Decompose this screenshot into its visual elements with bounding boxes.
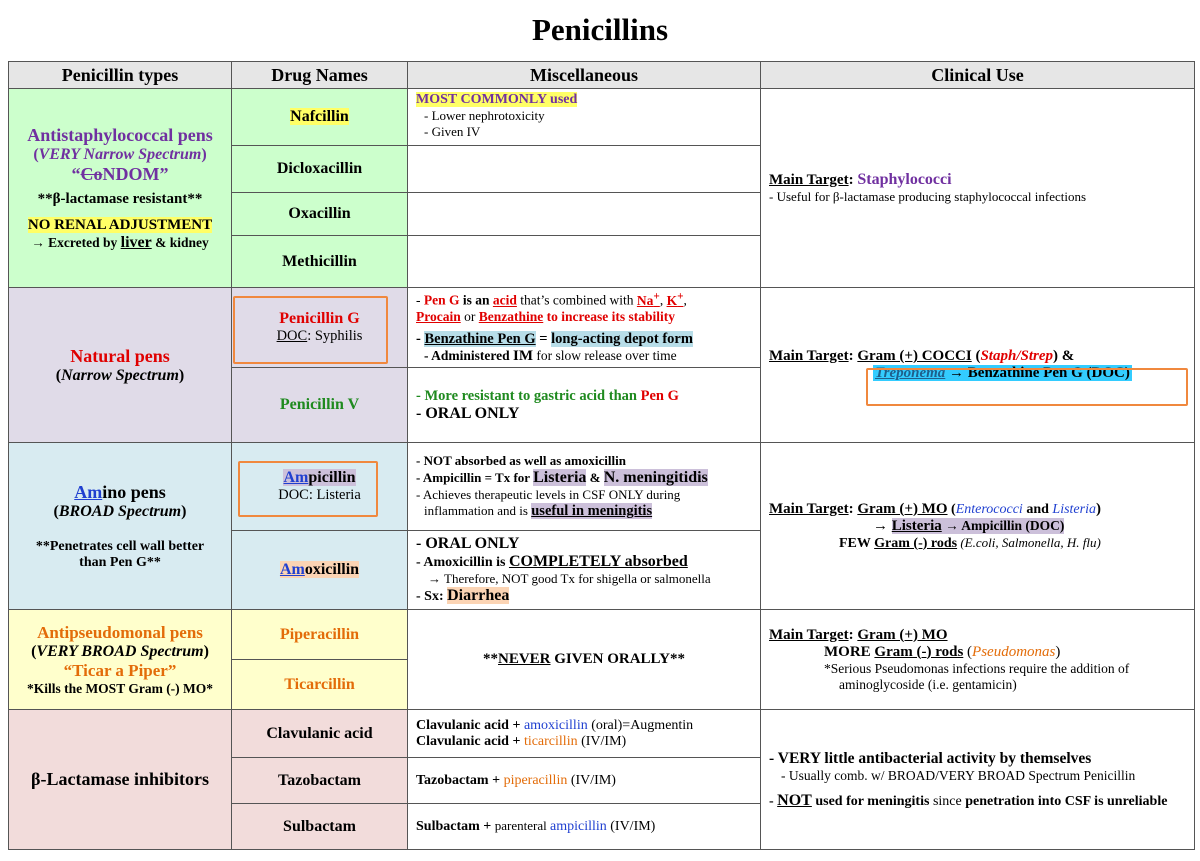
drug-penicillin-v: Penicillin V [232, 368, 408, 443]
type-antipseudo: Antipseudomonal pens (VERY BROAD Spectrum) “Ticar a Piper” *Kills the MOST Gram (-) MO* [9, 610, 232, 710]
misc-tazobactam: Tazobactam + piperacillin (IV/IM) [408, 758, 761, 804]
highlight-box-ampicillin [238, 461, 378, 517]
type-natural: Natural pens (Narrow Spectrum) [9, 288, 232, 443]
clinical-antistaph: Main Target: Staphylococci - Useful for β-lactamase producing staphylococcal infections [761, 89, 1195, 288]
type-amino: Amino pens (BROAD Spectrum) **Penetrates cell wall better than Pen G** [9, 443, 232, 610]
misc-sulbactam: Sulbactam + parenteral ampicillin (IV/IM) [408, 804, 761, 850]
drug-piperacillin: Piperacillin [232, 610, 408, 660]
clinical-amino: Main Target: Gram (+) MO (Enterococci and Listeria) → Listeria → Ampicillin (DOC) FEW Gram (-) rods (E.coli, Salmonella, H. flu) [761, 443, 1195, 610]
misc-penicillin-g: - Pen G is an acid that’s combined with Na+, K+, Procain or Benzathine to increase its stability - Benzathine Pen G = long-acting depot form - Administered IM for slow release over time [408, 288, 761, 368]
misc-amoxicillin: - ORAL ONLY - Amoxicillin is COMPLETELY absorbed → Therefore, NOT good Tx for shigella or salmonella - Sx: Diarrhea [408, 531, 761, 610]
highlight-box-penicillin-g [233, 296, 388, 364]
misc-antipseudo: **NEVER GIVEN ORALLY** [408, 610, 761, 710]
clinical-blactamase: - VERY little antibacterial activity by themselves - Usually comb. w/ BROAD/VERY BROAD Spectrum Penicillin - NOT used for meningitis since penetration into CSF is unreliable [761, 710, 1195, 850]
misc-dicloxacillin [408, 146, 761, 193]
header-row [9, 62, 1195, 89]
type-blactamase: β-Lactamase inhibitors [9, 710, 232, 850]
drug-ampicillin: Ampicillin DOC: Listeria [232, 443, 408, 531]
highlight-box-treponema [866, 368, 1188, 406]
drug-oxacillin: Oxacillin [232, 193, 408, 236]
drug-clavulanic: Clavulanic acid [232, 710, 408, 758]
penicillins-table [8, 61, 1195, 850]
misc-methicillin [408, 236, 761, 288]
drug-nafcillin: Nafcillin [232, 89, 408, 146]
clinical-antipseudo: Main Target: Gram (+) MO MORE Gram (-) rods (Pseudomonas) *Serious Pseudomonas infections require the addition of aminoglycoside (i.e. gentamicin) [761, 610, 1195, 710]
misc-clavulanic: Clavulanic acid + amoxicillin (oral)=Augmentin Clavulanic acid + ticarcillin (IV/IM) [408, 710, 761, 758]
header-misc: Miscellaneous [408, 62, 761, 89]
header-drugs: Drug Names [232, 62, 408, 89]
drug-ticarcillin: Ticarcillin [232, 660, 408, 710]
drug-tazobactam: Tazobactam [232, 758, 408, 804]
no-renal-adjustment: NO RENAL ADJUSTMENT [27, 216, 213, 233]
header-types: Penicillin types [9, 62, 232, 89]
clinical-natural: Main Target: Gram (+) COCCI (Staph/Strep) & Treponema → Benzathine Pen G (DOC) [761, 288, 1195, 443]
drug-methicillin: Methicillin [232, 236, 408, 288]
misc-ampicillin: - NOT absorbed as well as amoxicillin - Ampicillin = Tx for Listeria & N. meningitidis - Achieves therapeutic levels in CSF ONLY during inflammation and is useful in meningitis [408, 443, 761, 531]
type-antistaph: Antistaphylococcal pens (VERY Narrow Spectrum) “CoNDOM” **β-lactamase resistant** NO RENAL ADJUSTMENT → Excreted by liver & kidney [9, 89, 232, 288]
drug-penicillin-g: Penicillin G DOC: Syphilis [232, 288, 408, 368]
drug-sulbactam: Sulbactam [232, 804, 408, 850]
page-title: Penicillins [531, 12, 669, 47]
misc-penicillin-v: - More resistant to gastric acid than Pen G - ORAL ONLY [408, 368, 761, 443]
drug-dicloxacillin: Dicloxacillin [232, 146, 408, 193]
misc-oxacillin [408, 193, 761, 236]
header-clinical: Clinical Use [761, 62, 1195, 89]
misc-nafcillin: MOST COMMONLY used - Lower nephrotoxicity - Given IV [408, 89, 761, 146]
drug-amoxicillin: Amoxicillin [232, 531, 408, 610]
